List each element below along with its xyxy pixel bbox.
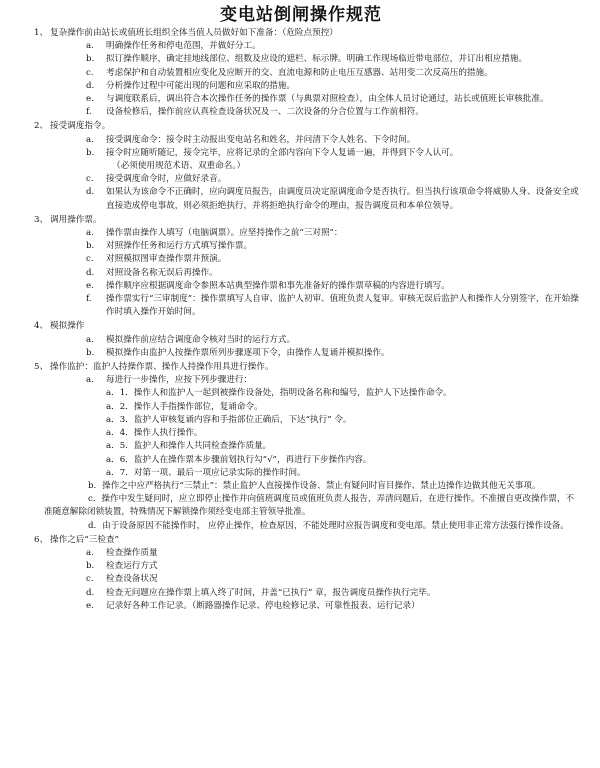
section-heading: 4、 模拟操作 xyxy=(34,321,85,332)
page-title: 变电站倒闸操作规范 xyxy=(220,5,382,25)
list-item: c. 考虑保护和自动装置相应变化及应断开的交、直流电源和防止电压互感器、站用变二次反高压的措施。 xyxy=(86,67,493,78)
list-item: e. 与调度联系后，调出符合本次操作任务的操作票（与典票对照检查），由全体人员讨论通过，站长或值班长审核批准。 xyxy=(86,94,549,105)
section-4 xyxy=(20,320,582,360)
paragraph: c．操作中发生疑问时，应立即停止操作并向值班调度员或值班负责人报告，弄清问题后，在进行操作。不准擅自更改操作票，不准随意解除闭锁装置，特殊情况下解锁操作须经变电部主管领导批准。 xyxy=(44,494,575,518)
list-item: b. 检查运行方式 xyxy=(86,561,158,572)
sub-step: a．5．监护人和操作人共同检查操作质量。 xyxy=(106,441,272,452)
sub-step: a．4．操作人执行操作。 xyxy=(106,428,203,439)
list-item: b. 接令时应随听随记，接令完毕，应将记录的全部内容向下令人复诵一遍，并得到下令人认可。 xyxy=(86,147,459,158)
list-item: d. 对照设备名称无误后再操作。 xyxy=(86,267,218,278)
sub-step: a．6．监护人在操作票本步骤前划执行勾“√”，再进行下步操作内容。 xyxy=(106,454,372,465)
section-5 xyxy=(20,361,582,533)
section-3 xyxy=(20,214,582,320)
sub-step: a．2．操作人手指操作部位，复诵命令。 xyxy=(106,401,263,412)
list-item: b. 拟订操作顺序，确定挂地线部位、组数及应设的遮栏、标示牌。明确工作现场临近带电部位，并订出相应措施。 xyxy=(86,54,528,65)
list-note: （必须使用规范术语、双重命名。） xyxy=(112,161,246,172)
section-1 xyxy=(20,27,582,119)
list-item: b. 对照操作任务和运行方式填写操作票。 xyxy=(86,241,253,252)
section-heading: 1、 复杂操作前由站长或值班长组织全体当值人员做好如下准备：（危险点预控） xyxy=(34,28,338,38)
list-item: a. 明确操作任务和停电范围，并做好分工。 xyxy=(86,41,261,52)
list-item: c. 接受调度命令时，应做好录音。 xyxy=(86,174,227,185)
section-heading: 6、 操作之后“三检查” xyxy=(34,534,119,545)
list-item: a. 模拟操作前应结合调度命令核对当时的运行方式。 xyxy=(86,334,296,345)
list-item: d. 分析操作过程中可能出现的问题和应采取的措施。 xyxy=(86,80,296,91)
list-item: d. 检查无问题应在操作票上填入终了时间，并盖“已执行” 章，报告调度员操作执行完毕。 xyxy=(86,587,436,598)
section-2 xyxy=(20,120,582,212)
section-heading: 5、 操作监护：监护人持操作票、操作人持操作用具进行操作。 xyxy=(34,362,274,373)
document-body xyxy=(20,27,582,613)
paragraph: b．操作之中应严格执行“三禁止”：禁止监护人直接操作设备、禁止有疑问时盲目操作、禁止边操作边做其他无关事项。 xyxy=(88,480,541,491)
list-item: c. 对照模拟图审查操作票并预演。 xyxy=(86,254,227,265)
list-item: c. 检查设备状况 xyxy=(86,574,158,585)
list-item: b. 模拟操作由监护人按操作票所列步骤逐项下令，由操作人复诵并模拟操作。 xyxy=(86,347,390,358)
section-heading: 3、 调用操作票。 xyxy=(34,214,102,225)
list-item: e. 操作顺序应根据调度命令参照本站典型操作票和事先准备好的操作票草稿的内容进行填写。 xyxy=(86,280,450,291)
list-item: a. 接受调度命令：接令时主动报出变电站名和姓名，并问清下令人姓名、下令时间。 xyxy=(86,134,416,145)
list-item: a. 检查操作质量 xyxy=(86,547,158,558)
list-item: a. 操作票由操作人填写（电脑调票）。应坚持操作之前“三对照”： xyxy=(86,228,343,239)
sub-step: a．7．对第一项、最后一项应记录实际的操作时间。 xyxy=(106,467,306,478)
list-item: d. 如果认为该命令不正确时，应向调度员报告，由调度员决定原调度命令是否执行。但当执行该项命令将威胁人身、设备安全或直接造成停电事故，则必须拒绝执行，并将拒绝执行命令的理由，报告调度员和本单位领导。 xyxy=(86,187,579,211)
section-6 xyxy=(20,534,582,613)
section-heading: 2、 接受调度指令。 xyxy=(34,121,111,132)
paragraph: d．由于设备原因不能操作时， 应停止操作，检查原因，不能处理时应报告调度和变电部。禁止使用非正常方法强行操作设备。 xyxy=(88,520,569,531)
list-item: f. 设备检修后，操作前应认真检查设备状况及一、二次设备的分合位置与工作前相符。 xyxy=(86,107,424,118)
list-item: a. 每进行一步操作，应按下列步骤进行： xyxy=(86,375,253,386)
sub-step: a．3．监护人审核复诵内容和手指部位正确后，下达“执行” 令。 xyxy=(106,414,352,425)
list-item: f. 操作票实行“三审制度”：操作票填写人自审、监护人初审、值班负责人复审。审核无误后监护人和操作人分别签字，在开始操作时填入操作开始时间。 xyxy=(86,294,579,318)
sub-step: a．1．操作人和监护人一起到被操作设备处，指明设备名称和编号，监护人下达操作命令。 xyxy=(106,388,452,399)
list-item: e. 记录好各种工作记录。（断路器操作记录、停电检修记录、可靠性报表、运行记录） xyxy=(86,600,420,611)
